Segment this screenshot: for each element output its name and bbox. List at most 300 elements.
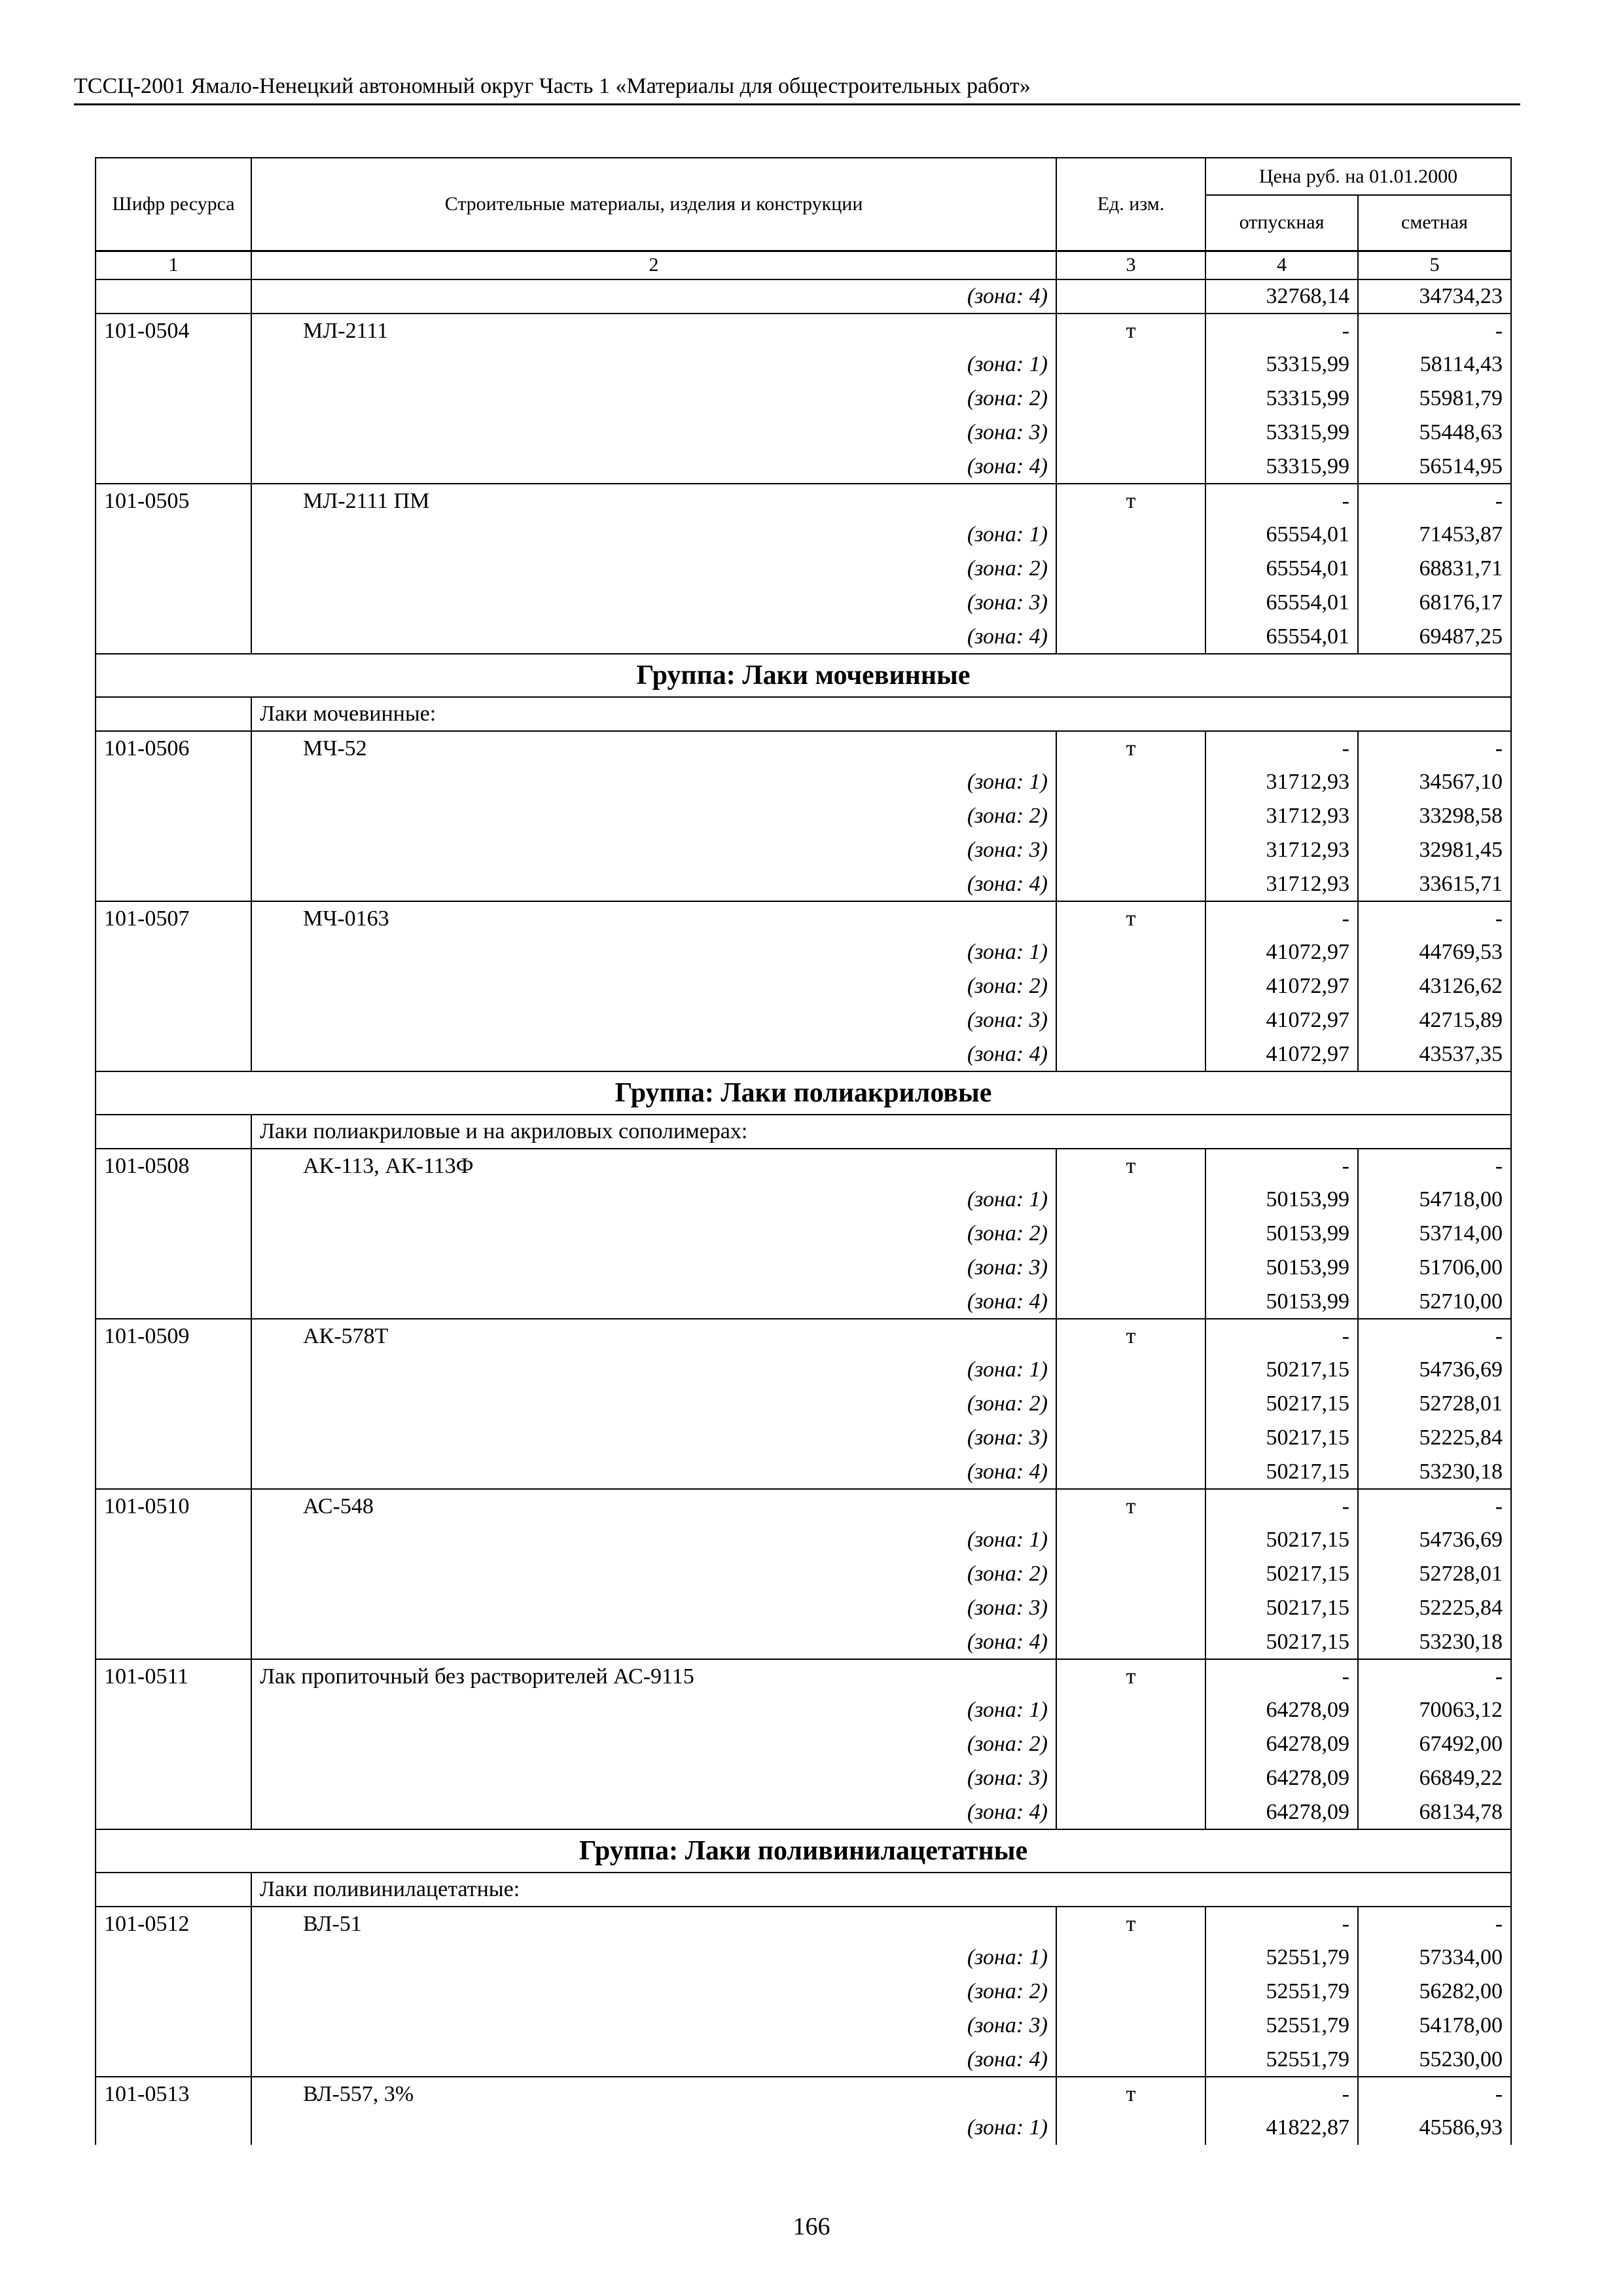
- group-title: Группа: Лаки полиакриловые: [96, 1071, 1511, 1115]
- price-estimate: 34734,23: [1358, 279, 1511, 314]
- material-name: МЛ-2111 ПМ: [251, 484, 1056, 518]
- empty-cell: [96, 1421, 251, 1455]
- price-estimate: 58114,43: [1358, 348, 1511, 382]
- group-title: Группа: Лаки мочевинные: [96, 654, 1511, 697]
- zone-row: [96, 1183, 1511, 1217]
- zone-row: [96, 1591, 1511, 1625]
- empty-cell: [1056, 867, 1205, 901]
- empty-cell: [1056, 1523, 1205, 1557]
- price-release: 31712,93: [1205, 765, 1358, 799]
- zone-label: (зона: 3): [251, 2009, 1056, 2043]
- zone-label: (зона: 2): [251, 1387, 1056, 1421]
- table-row: [96, 1907, 1511, 1941]
- group-row: [96, 1071, 1511, 1115]
- price-estimate: 51706,00: [1358, 1251, 1511, 1285]
- header-price-group: Цена руб. на 01.01.2000: [1205, 158, 1511, 195]
- zone-label: (зона: 1): [251, 765, 1056, 799]
- empty-cell: [1056, 620, 1205, 654]
- empty-cell: [96, 1557, 251, 1591]
- empty-cell: [1056, 1455, 1205, 1489]
- material-name: ВЛ-557, 3%: [251, 2077, 1056, 2111]
- empty-cell: [1056, 1251, 1205, 1285]
- price-estimate: -: [1358, 1907, 1511, 1941]
- price-estimate: 52225,84: [1358, 1591, 1511, 1625]
- price-release: 53315,99: [1205, 382, 1358, 416]
- zone-label: (зона: 2): [251, 1975, 1056, 2009]
- zone-row: [96, 1217, 1511, 1251]
- material-name: МЧ-52: [251, 731, 1056, 765]
- zone-label: (зона: 4): [251, 279, 1056, 314]
- empty-cell: [96, 416, 251, 450]
- header-num-4: 4: [1205, 251, 1358, 279]
- zone-row: [96, 1795, 1511, 1829]
- price-release: 50217,15: [1205, 1591, 1358, 1625]
- empty-cell: [96, 697, 251, 731]
- price-estimate: 68831,71: [1358, 552, 1511, 586]
- resource-code: 101-0506: [96, 731, 251, 765]
- unit: т: [1056, 731, 1205, 765]
- material-name: МЛ-2111: [251, 314, 1056, 348]
- empty-cell: [96, 450, 251, 484]
- header-num-5: 5: [1358, 251, 1511, 279]
- price-release: -: [1205, 1907, 1358, 1941]
- empty-cell: [1056, 833, 1205, 867]
- price-estimate: 70063,12: [1358, 1693, 1511, 1727]
- zone-label: (зона: 2): [251, 969, 1056, 1003]
- price-release: 31712,93: [1205, 867, 1358, 901]
- empty-cell: [96, 867, 251, 901]
- price-release: 32768,14: [1205, 279, 1358, 314]
- zone-row: [96, 969, 1511, 1003]
- price-release: -: [1205, 1319, 1358, 1353]
- empty-cell: [1056, 2009, 1205, 2043]
- group-row: [96, 654, 1511, 697]
- empty-cell: [96, 765, 251, 799]
- empty-cell: [1056, 518, 1205, 552]
- zone-row: [96, 1523, 1511, 1557]
- price-release: 50217,15: [1205, 1625, 1358, 1659]
- zone-label: (зона: 2): [251, 1727, 1056, 1761]
- empty-cell: [1056, 1183, 1205, 1217]
- empty-cell: [96, 348, 251, 382]
- empty-cell: [96, 1693, 251, 1727]
- empty-cell: [96, 1353, 251, 1387]
- empty-cell: [1056, 765, 1205, 799]
- empty-cell: [1056, 935, 1205, 969]
- subgroup-title: Лаки полиакриловые и на акриловых сополимерах:: [251, 1115, 1511, 1149]
- zone-row: [96, 1761, 1511, 1795]
- empty-cell: [96, 1037, 251, 1071]
- zone-row: [96, 1353, 1511, 1387]
- header-price-release: отпускная: [1205, 195, 1358, 251]
- zone-label: (зона: 4): [251, 867, 1056, 901]
- zone-label: (зона: 2): [251, 799, 1056, 833]
- subgroup-title: Лаки поливинилацетатные:: [251, 1873, 1511, 1907]
- zone-label: (зона: 3): [251, 586, 1056, 620]
- price-release: -: [1205, 314, 1358, 348]
- unit: т: [1056, 1319, 1205, 1353]
- empty-cell: [96, 1795, 251, 1829]
- zone-label: (зона: 4): [251, 1455, 1056, 1489]
- price-release: 53315,99: [1205, 450, 1358, 484]
- empty-cell: [96, 518, 251, 552]
- price-release: 41822,87: [1205, 2111, 1358, 2145]
- empty-cell: [96, 1941, 251, 1975]
- price-estimate: 68176,17: [1358, 586, 1511, 620]
- price-estimate: -: [1358, 1659, 1511, 1693]
- empty-cell: [96, 969, 251, 1003]
- unit: т: [1056, 1149, 1205, 1183]
- price-estimate: 55230,00: [1358, 2043, 1511, 2077]
- price-release: 50153,99: [1205, 1285, 1358, 1319]
- empty-cell: [96, 1217, 251, 1251]
- price-estimate: -: [1358, 484, 1511, 518]
- empty-cell: [1056, 552, 1205, 586]
- price-estimate: 33615,71: [1358, 867, 1511, 901]
- zone-label: (зона: 3): [251, 1761, 1056, 1795]
- price-release: 65554,01: [1205, 620, 1358, 654]
- price-estimate: 52728,01: [1358, 1557, 1511, 1591]
- zone-label: (зона: 3): [251, 1591, 1056, 1625]
- price-estimate: 57334,00: [1358, 1941, 1511, 1975]
- zone-row: [96, 1557, 1511, 1591]
- empty-cell: [96, 552, 251, 586]
- price-release: 64278,09: [1205, 1761, 1358, 1795]
- empty-cell: [96, 1115, 251, 1149]
- empty-cell: [1056, 279, 1205, 314]
- price-release: 52551,79: [1205, 1975, 1358, 2009]
- price-estimate: 43126,62: [1358, 969, 1511, 1003]
- empty-cell: [1056, 1941, 1205, 1975]
- price-release: 65554,01: [1205, 518, 1358, 552]
- table-row: [96, 2077, 1511, 2111]
- empty-cell: [1056, 1727, 1205, 1761]
- zone-label: (зона: 4): [251, 1037, 1056, 1071]
- zone-row: [96, 1975, 1511, 2009]
- resource-code: 101-0510: [96, 1489, 251, 1523]
- zone-row: [96, 348, 1511, 382]
- price-estimate: 42715,89: [1358, 1003, 1511, 1037]
- zone-label: (зона: 4): [251, 1285, 1056, 1319]
- price-release: 53315,99: [1205, 348, 1358, 382]
- empty-cell: [96, 935, 251, 969]
- empty-cell: [96, 833, 251, 867]
- price-release: -: [1205, 901, 1358, 935]
- table-body: [96, 279, 1511, 2145]
- zone-label: (зона: 1): [251, 1183, 1056, 1217]
- price-estimate: 33298,58: [1358, 799, 1511, 833]
- price-estimate: -: [1358, 1489, 1511, 1523]
- price-estimate: 52728,01: [1358, 1387, 1511, 1421]
- price-estimate: 52225,84: [1358, 1421, 1511, 1455]
- page-number: 166: [793, 2213, 830, 2240]
- header-name: Строительные материалы, изделия и конструкции: [251, 158, 1056, 251]
- empty-cell: [96, 382, 251, 416]
- zone-label: (зона: 3): [251, 1251, 1056, 1285]
- empty-cell: [96, 1183, 251, 1217]
- price-estimate: -: [1358, 901, 1511, 935]
- zone-row: [96, 279, 1511, 314]
- price-estimate: 53230,18: [1358, 1455, 1511, 1489]
- zone-label: (зона: 1): [251, 518, 1056, 552]
- subgroup-row: [96, 1115, 1511, 1149]
- table-row: [96, 1319, 1511, 1353]
- empty-cell: [1056, 1037, 1205, 1071]
- empty-cell: [1056, 1421, 1205, 1455]
- resource-code: 101-0513: [96, 2077, 251, 2111]
- empty-cell: [1056, 1591, 1205, 1625]
- price-table: [95, 157, 1512, 2145]
- header-num-2: 2: [251, 251, 1056, 279]
- zone-row: [96, 1727, 1511, 1761]
- empty-cell: [96, 1873, 251, 1907]
- price-release: -: [1205, 484, 1358, 518]
- price-estimate: 55981,79: [1358, 382, 1511, 416]
- zone-row: [96, 799, 1511, 833]
- empty-cell: [96, 1387, 251, 1421]
- price-release: -: [1205, 2077, 1358, 2111]
- empty-cell: [96, 1727, 251, 1761]
- empty-cell: [96, 1625, 251, 1659]
- unit: т: [1056, 314, 1205, 348]
- zone-label: (зона: 1): [251, 1693, 1056, 1727]
- zone-row: [96, 552, 1511, 586]
- unit: т: [1056, 901, 1205, 935]
- empty-cell: [96, 1003, 251, 1037]
- empty-cell: [1056, 1625, 1205, 1659]
- empty-cell: [96, 1285, 251, 1319]
- price-estimate: 71453,87: [1358, 518, 1511, 552]
- price-release: -: [1205, 1149, 1358, 1183]
- zone-label: (зона: 4): [251, 450, 1056, 484]
- zone-row: [96, 1455, 1511, 1489]
- zone-label: (зона: 2): [251, 1217, 1056, 1251]
- zone-label: (зона: 2): [251, 382, 1056, 416]
- table-row: [96, 1149, 1511, 1183]
- price-release: 50217,15: [1205, 1557, 1358, 1591]
- empty-cell: [1056, 1285, 1205, 1319]
- zone-label: (зона: 3): [251, 1003, 1056, 1037]
- empty-cell: [1056, 382, 1205, 416]
- material-name: АК-578Т: [251, 1319, 1056, 1353]
- empty-cell: [96, 2009, 251, 2043]
- price-estimate: 34567,10: [1358, 765, 1511, 799]
- price-estimate: 54736,69: [1358, 1523, 1511, 1557]
- price-release: 65554,01: [1205, 586, 1358, 620]
- price-release: 52551,79: [1205, 1941, 1358, 1975]
- price-estimate: 67492,00: [1358, 1727, 1511, 1761]
- price-release: -: [1205, 1659, 1358, 1693]
- empty-cell: [1056, 1975, 1205, 2009]
- unit: т: [1056, 1659, 1205, 1693]
- zone-row: [96, 833, 1511, 867]
- price-estimate: 54736,69: [1358, 1353, 1511, 1387]
- resource-code: 101-0512: [96, 1907, 251, 1941]
- table-row: [96, 484, 1511, 518]
- price-release: 41072,97: [1205, 1003, 1358, 1037]
- price-estimate: -: [1358, 1319, 1511, 1353]
- price-estimate: -: [1358, 731, 1511, 765]
- price-estimate: 66849,22: [1358, 1761, 1511, 1795]
- price-release: 50217,15: [1205, 1523, 1358, 1557]
- zone-row: [96, 2043, 1511, 2077]
- zone-row: [96, 416, 1511, 450]
- price-estimate: 32981,45: [1358, 833, 1511, 867]
- price-release: 50217,15: [1205, 1387, 1358, 1421]
- empty-cell: [96, 1251, 251, 1285]
- price-release: -: [1205, 731, 1358, 765]
- empty-cell: [96, 586, 251, 620]
- empty-cell: [1056, 1387, 1205, 1421]
- zone-row: [96, 935, 1511, 969]
- empty-cell: [1056, 1003, 1205, 1037]
- price-release: 50217,15: [1205, 1421, 1358, 1455]
- price-release: 52551,79: [1205, 2043, 1358, 2077]
- page-header: ТССЦ-2001 Ямало-Ненецкий автономный округ Часть 1 «Материалы для общестроительных работ»: [74, 73, 1520, 105]
- group-title: Группа: Лаки поливинилацетатные: [96, 1829, 1511, 1873]
- resource-code: 101-0508: [96, 1149, 251, 1183]
- price-estimate: 43537,35: [1358, 1037, 1511, 1071]
- price-estimate: 56282,00: [1358, 1975, 1511, 2009]
- price-release: 52551,79: [1205, 2009, 1358, 2043]
- zone-row: [96, 2111, 1511, 2145]
- price-release: 50153,99: [1205, 1251, 1358, 1285]
- price-release: 64278,09: [1205, 1693, 1358, 1727]
- zone-label: (зона: 4): [251, 1795, 1056, 1829]
- zone-label: (зона: 4): [251, 2043, 1056, 2077]
- header-price-estimate: сметная: [1358, 195, 1511, 251]
- table-row: [96, 314, 1511, 348]
- price-estimate: 53714,00: [1358, 1217, 1511, 1251]
- empty-cell: [1056, 2111, 1205, 2145]
- zone-row: [96, 1003, 1511, 1037]
- zone-row: [96, 1037, 1511, 1071]
- header-num-3: 3: [1056, 251, 1205, 279]
- zone-row: [96, 1421, 1511, 1455]
- subgroup-row: [96, 1873, 1511, 1907]
- price-estimate: 52710,00: [1358, 1285, 1511, 1319]
- table-row: [96, 1489, 1511, 1523]
- empty-cell: [96, 1975, 251, 2009]
- price-release: 50153,99: [1205, 1183, 1358, 1217]
- empty-cell: [1056, 450, 1205, 484]
- empty-cell: [1056, 416, 1205, 450]
- empty-cell: [1056, 348, 1205, 382]
- price-estimate: 55448,63: [1358, 416, 1511, 450]
- zone-row: [96, 1625, 1511, 1659]
- price-estimate: 54178,00: [1358, 2009, 1511, 2043]
- price-estimate: 44769,53: [1358, 935, 1511, 969]
- price-estimate: -: [1358, 2077, 1511, 2111]
- zone-row: [96, 382, 1511, 416]
- price-estimate: 69487,25: [1358, 620, 1511, 654]
- price-release: 41072,97: [1205, 969, 1358, 1003]
- empty-cell: [1056, 1353, 1205, 1387]
- price-estimate: 56514,95: [1358, 450, 1511, 484]
- empty-cell: [1056, 1761, 1205, 1795]
- group-row: [96, 1829, 1511, 1873]
- empty-cell: [96, 2111, 251, 2145]
- price-estimate: 53230,18: [1358, 1625, 1511, 1659]
- empty-cell: [96, 1761, 251, 1795]
- table-row: [96, 731, 1511, 765]
- price-release: 64278,09: [1205, 1795, 1358, 1829]
- material-name: Лак пропиточный без растворителей АС-9115: [251, 1659, 1056, 1693]
- empty-cell: [1056, 1795, 1205, 1829]
- price-release: 31712,93: [1205, 799, 1358, 833]
- zone-label: (зона: 3): [251, 833, 1056, 867]
- price-release: 50217,15: [1205, 1353, 1358, 1387]
- zone-label: (зона: 2): [251, 1557, 1056, 1591]
- zone-row: [96, 586, 1511, 620]
- zone-label: (зона: 3): [251, 416, 1056, 450]
- resource-code: 101-0507: [96, 901, 251, 935]
- header-num-1: 1: [96, 251, 251, 279]
- resource-code: 101-0505: [96, 484, 251, 518]
- price-release: 50153,99: [1205, 1217, 1358, 1251]
- zone-row: [96, 518, 1511, 552]
- unit: т: [1056, 1489, 1205, 1523]
- unit: т: [1056, 484, 1205, 518]
- zone-label: (зона: 1): [251, 935, 1056, 969]
- zone-label: (зона: 1): [251, 348, 1056, 382]
- price-release: 53315,99: [1205, 416, 1358, 450]
- table-row: [96, 901, 1511, 935]
- zone-label: (зона: 3): [251, 1421, 1056, 1455]
- resource-code: 101-0509: [96, 1319, 251, 1353]
- zone-label: (зона: 1): [251, 1353, 1056, 1387]
- zone-label: (зона: 1): [251, 1941, 1056, 1975]
- empty-cell: [96, 1523, 251, 1557]
- price-estimate: 54718,00: [1358, 1183, 1511, 1217]
- unit: т: [1056, 1907, 1205, 1941]
- price-release: 41072,97: [1205, 935, 1358, 969]
- empty-cell: [96, 1455, 251, 1489]
- empty-cell: [1056, 1693, 1205, 1727]
- zone-row: [96, 765, 1511, 799]
- zone-row: [96, 620, 1511, 654]
- zone-row: [96, 1387, 1511, 1421]
- header-unit: Ед. изм.: [1056, 158, 1205, 251]
- zone-row: [96, 2009, 1511, 2043]
- zone-row: [96, 1285, 1511, 1319]
- empty-cell: [1056, 1217, 1205, 1251]
- price-estimate: 68134,78: [1358, 1795, 1511, 1829]
- price-estimate: -: [1358, 1149, 1511, 1183]
- unit: т: [1056, 2077, 1205, 2111]
- resource-code: 101-0504: [96, 314, 251, 348]
- zone-label: (зона: 1): [251, 2111, 1056, 2145]
- zone-label: (зона: 4): [251, 1625, 1056, 1659]
- zone-row: [96, 450, 1511, 484]
- material-name: МЧ-0163: [251, 901, 1056, 935]
- price-release: 65554,01: [1205, 552, 1358, 586]
- price-estimate: 45586,93: [1358, 2111, 1511, 2145]
- zone-label: (зона: 2): [251, 552, 1056, 586]
- price-estimate: -: [1358, 314, 1511, 348]
- empty-cell: [1056, 2043, 1205, 2077]
- material-name: ВЛ-51: [251, 1907, 1056, 1941]
- price-release: -: [1205, 1489, 1358, 1523]
- empty-cell: [1056, 969, 1205, 1003]
- price-release: 50217,15: [1205, 1455, 1358, 1489]
- zone-row: [96, 1251, 1511, 1285]
- empty-cell: [96, 279, 251, 314]
- zone-row: [96, 867, 1511, 901]
- resource-code: 101-0511: [96, 1659, 251, 1693]
- empty-cell: [96, 799, 251, 833]
- empty-cell: [1056, 799, 1205, 833]
